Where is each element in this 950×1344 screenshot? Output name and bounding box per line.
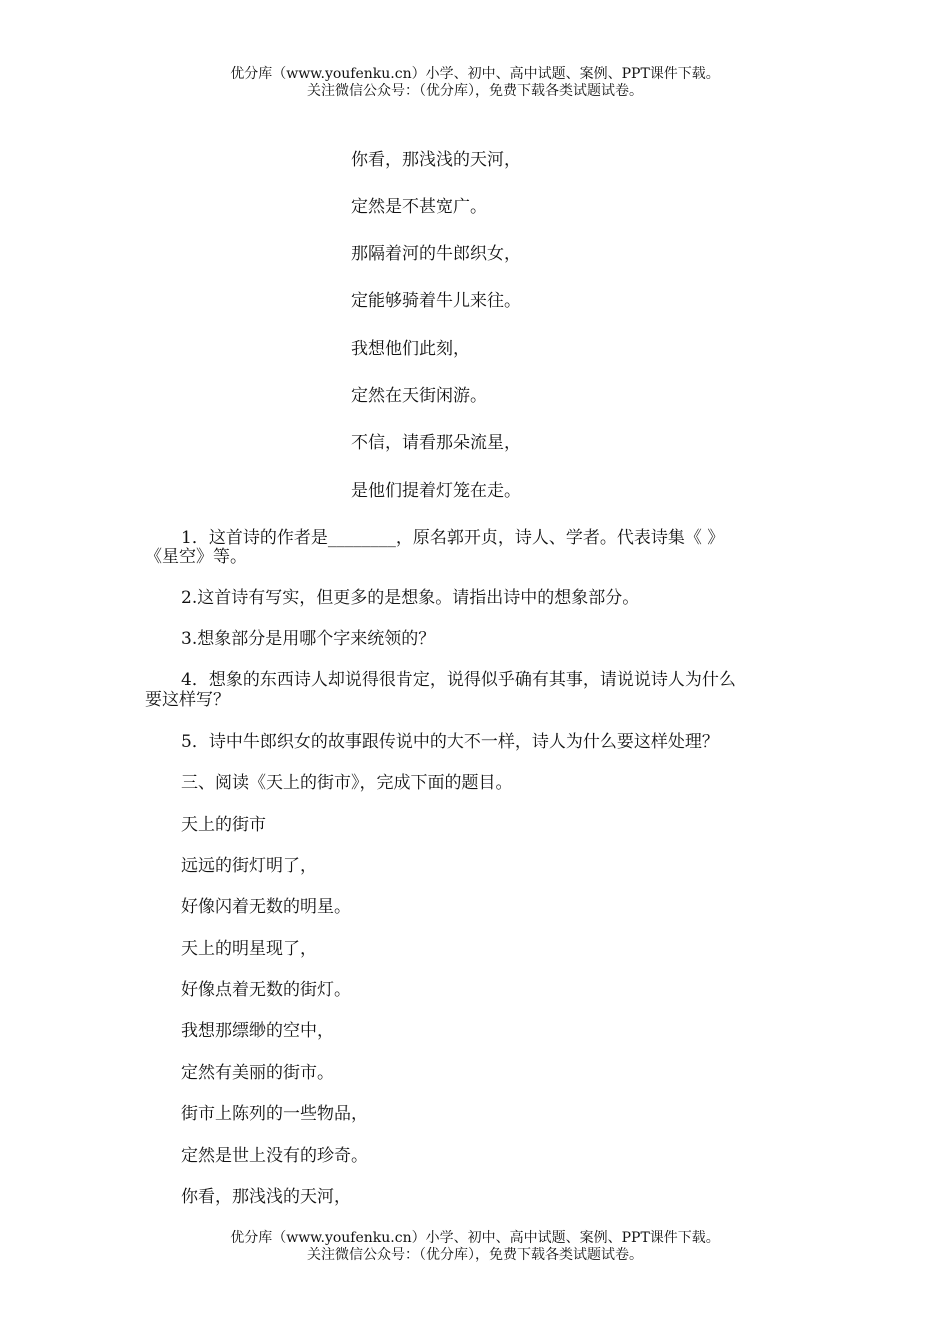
poem-line: 你看，那浅浅的天河， bbox=[181, 1187, 351, 1207]
header-line-1: 优分库（www.youfenku.cn）小学、初中、高中试题、案例、PPT课件下载。 bbox=[230, 66, 720, 82]
poem-line: 好像点着无数的街灯。 bbox=[181, 980, 351, 1000]
poem-line: 是他们提着灯笼在走。 bbox=[351, 481, 521, 501]
poem-line: 定然有美丽的街市。 bbox=[181, 1063, 334, 1083]
question-1: 1．这首诗的作者是________，原名郭开贞，诗人、学者。代表诗集《 》 bbox=[181, 528, 725, 548]
footer-line-2: 关注微信公众号：（优分库），免费下载各类试题试卷。 bbox=[307, 1247, 643, 1263]
page-header bbox=[0, 66, 950, 100]
footer-line-1: 优分库（www.youfenku.cn）小学、初中、高中试题、案例、PPT课件下载。 bbox=[230, 1230, 720, 1246]
question-4: 4．想象的东西诗人却说得很肯定，说得似乎确有其事，请说说诗人为什么 bbox=[181, 670, 736, 690]
poem-line: 定然是不甚宽广。 bbox=[351, 197, 487, 217]
poem-line: 好像闪着无数的明星。 bbox=[181, 897, 351, 917]
question-1-continued: 《星空》等。 bbox=[145, 547, 247, 567]
question-4-continued: 要这样写？ bbox=[145, 690, 230, 710]
poem-title: 天上的街市 bbox=[181, 815, 266, 835]
poem-line: 街市上陈列的一些物品， bbox=[181, 1104, 368, 1124]
poem-line: 定能够骑着牛儿来往。 bbox=[351, 291, 521, 311]
poem-line: 定然在天街闲游。 bbox=[351, 386, 487, 406]
question-3: 3.想象部分是用哪个字来统领的？ bbox=[181, 629, 436, 649]
poem-line: 定然是世上没有的珍奇。 bbox=[181, 1146, 368, 1166]
question-2: 2.这首诗有写实，但更多的是想象。请指出诗中的想象部分。 bbox=[181, 588, 640, 608]
poem-line: 不信，请看那朵流星， bbox=[351, 433, 521, 453]
poem-line: 我想他们此刻， bbox=[351, 339, 470, 359]
section-heading: 三、阅读《天上的街市》，完成下面的题目。 bbox=[181, 773, 513, 793]
question-5: 5．诗中牛郎织女的故事跟传说中的大不一样，诗人为什么要这样处理？ bbox=[181, 732, 719, 752]
poem-line: 你看，那浅浅的天河， bbox=[351, 150, 521, 170]
poem-line: 那隔着河的牛郎织女， bbox=[351, 244, 521, 264]
page-footer bbox=[0, 1230, 950, 1264]
poem-line: 天上的明星现了， bbox=[181, 939, 317, 959]
header-line-2: 关注微信公众号：（优分库），免费下载各类试题试卷。 bbox=[307, 83, 643, 99]
poem-line: 我想那缥缈的空中， bbox=[181, 1021, 334, 1041]
poem-line: 远远的街灯明了， bbox=[181, 856, 317, 876]
